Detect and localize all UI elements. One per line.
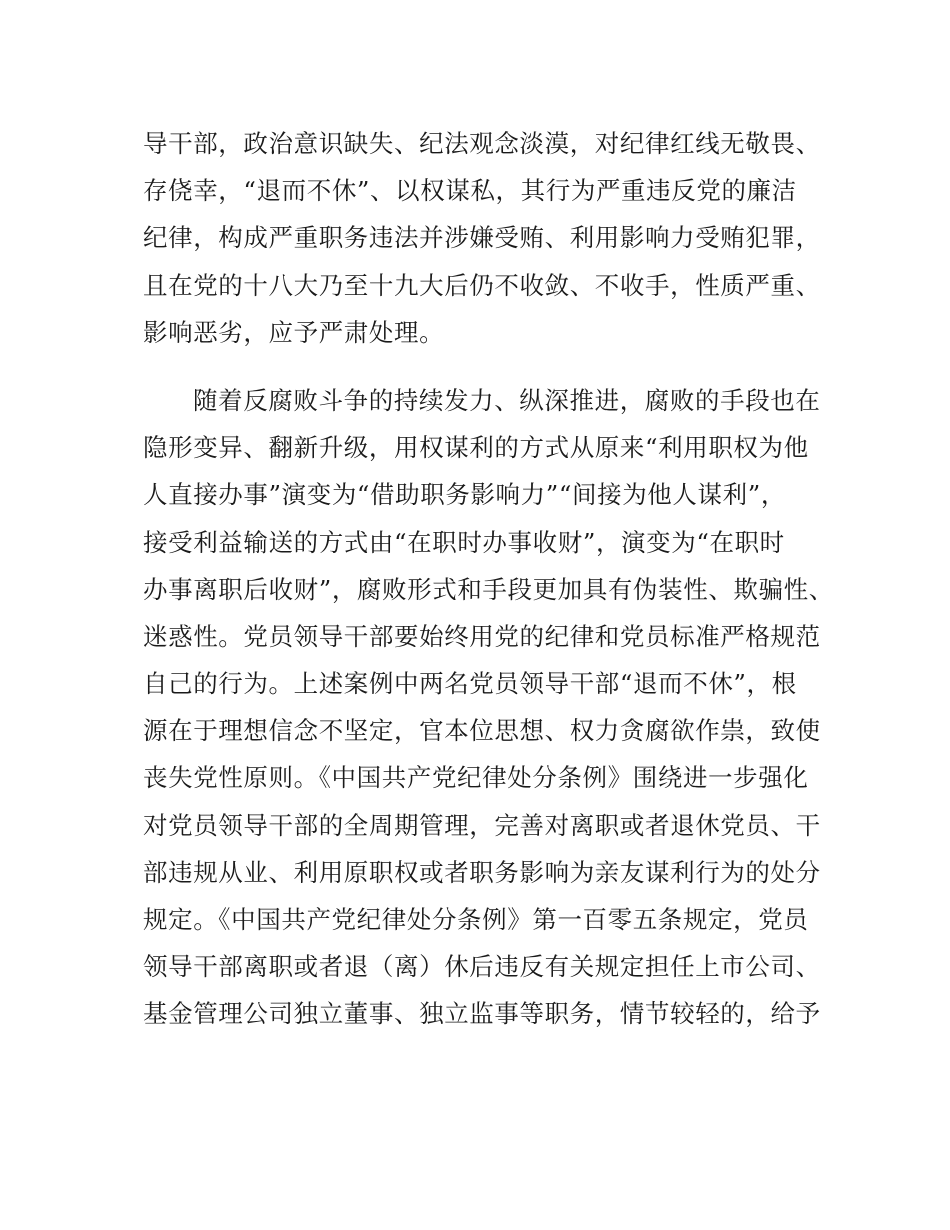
text-line-indented: 随着反腐败斗争的持续发力、纵深推进，腐败的手段也在 xyxy=(193,385,821,415)
text-line: 迷惑性。党员领导干部要始终用党的纪律和党员标准严格规范 xyxy=(143,621,821,651)
text-line: 自己的行为。上述案例中两名党员领导干部“退而不休”，根 xyxy=(143,669,797,699)
text-line: 领导干部离职或者退（离）休后违反有关规定担任上市公司、 xyxy=(143,952,821,982)
text-line: 人直接办事”演变为“借助职务影响力”“间接为他人谋利”， xyxy=(143,480,786,510)
text-line: 导干部，政治意识缺失、纪法观念淡漠，对纪律红线无敬畏、 xyxy=(143,129,821,158)
paragraph-1 xyxy=(143,120,823,356)
text-line: 基金管理公司独立董事、独立监事等职务，情节较轻的，给予 xyxy=(143,999,821,1029)
text-line: 对党员领导干部的全周期管理，完善对离职或者退休党员、干 xyxy=(143,810,821,840)
text-line: 且在党的十八大乃至十九大后仍不收敛、不收手，性质严重、 xyxy=(143,270,821,300)
text-line: 接受利益输送的方式由“在职时办事收财”，演变为“在职时 xyxy=(143,527,785,557)
document-body xyxy=(143,120,834,1038)
text-line: 源在于理想信念不坚定，官本位思想、权力贪腐欲作祟，致使 xyxy=(143,716,821,746)
text-line: 存侥幸，“退而不休”、以权谋私，其行为严重违反党的廉洁 xyxy=(143,176,797,206)
text-line: 纪律，构成严重职务违法并涉嫌受贿、利用影响力受贿犯罪， xyxy=(143,223,821,253)
text-line: 丧失党性原则。《中国共产党纪律处分条例》围绕进一步强化 xyxy=(143,763,809,793)
text-line: 影响恶劣，应予严肃处理。 xyxy=(143,317,445,347)
text-line: 办事离职后收财”，腐败形式和手段更加具有伪装性、欺骗性、 xyxy=(143,574,834,604)
text-line: 部违规从业、利用原职权或者职务影响为亲友谋利行为的处分 xyxy=(143,857,821,887)
text-line: 规定。《中国共产党纪律处分条例》第一百零五条规定，党员 xyxy=(143,905,809,934)
paragraph-spacer xyxy=(143,356,823,377)
paragraph-2 xyxy=(143,377,834,1038)
text-line: 隐形变异、翻新升级，用权谋利的方式从原来“利用职权为他 xyxy=(143,433,809,463)
